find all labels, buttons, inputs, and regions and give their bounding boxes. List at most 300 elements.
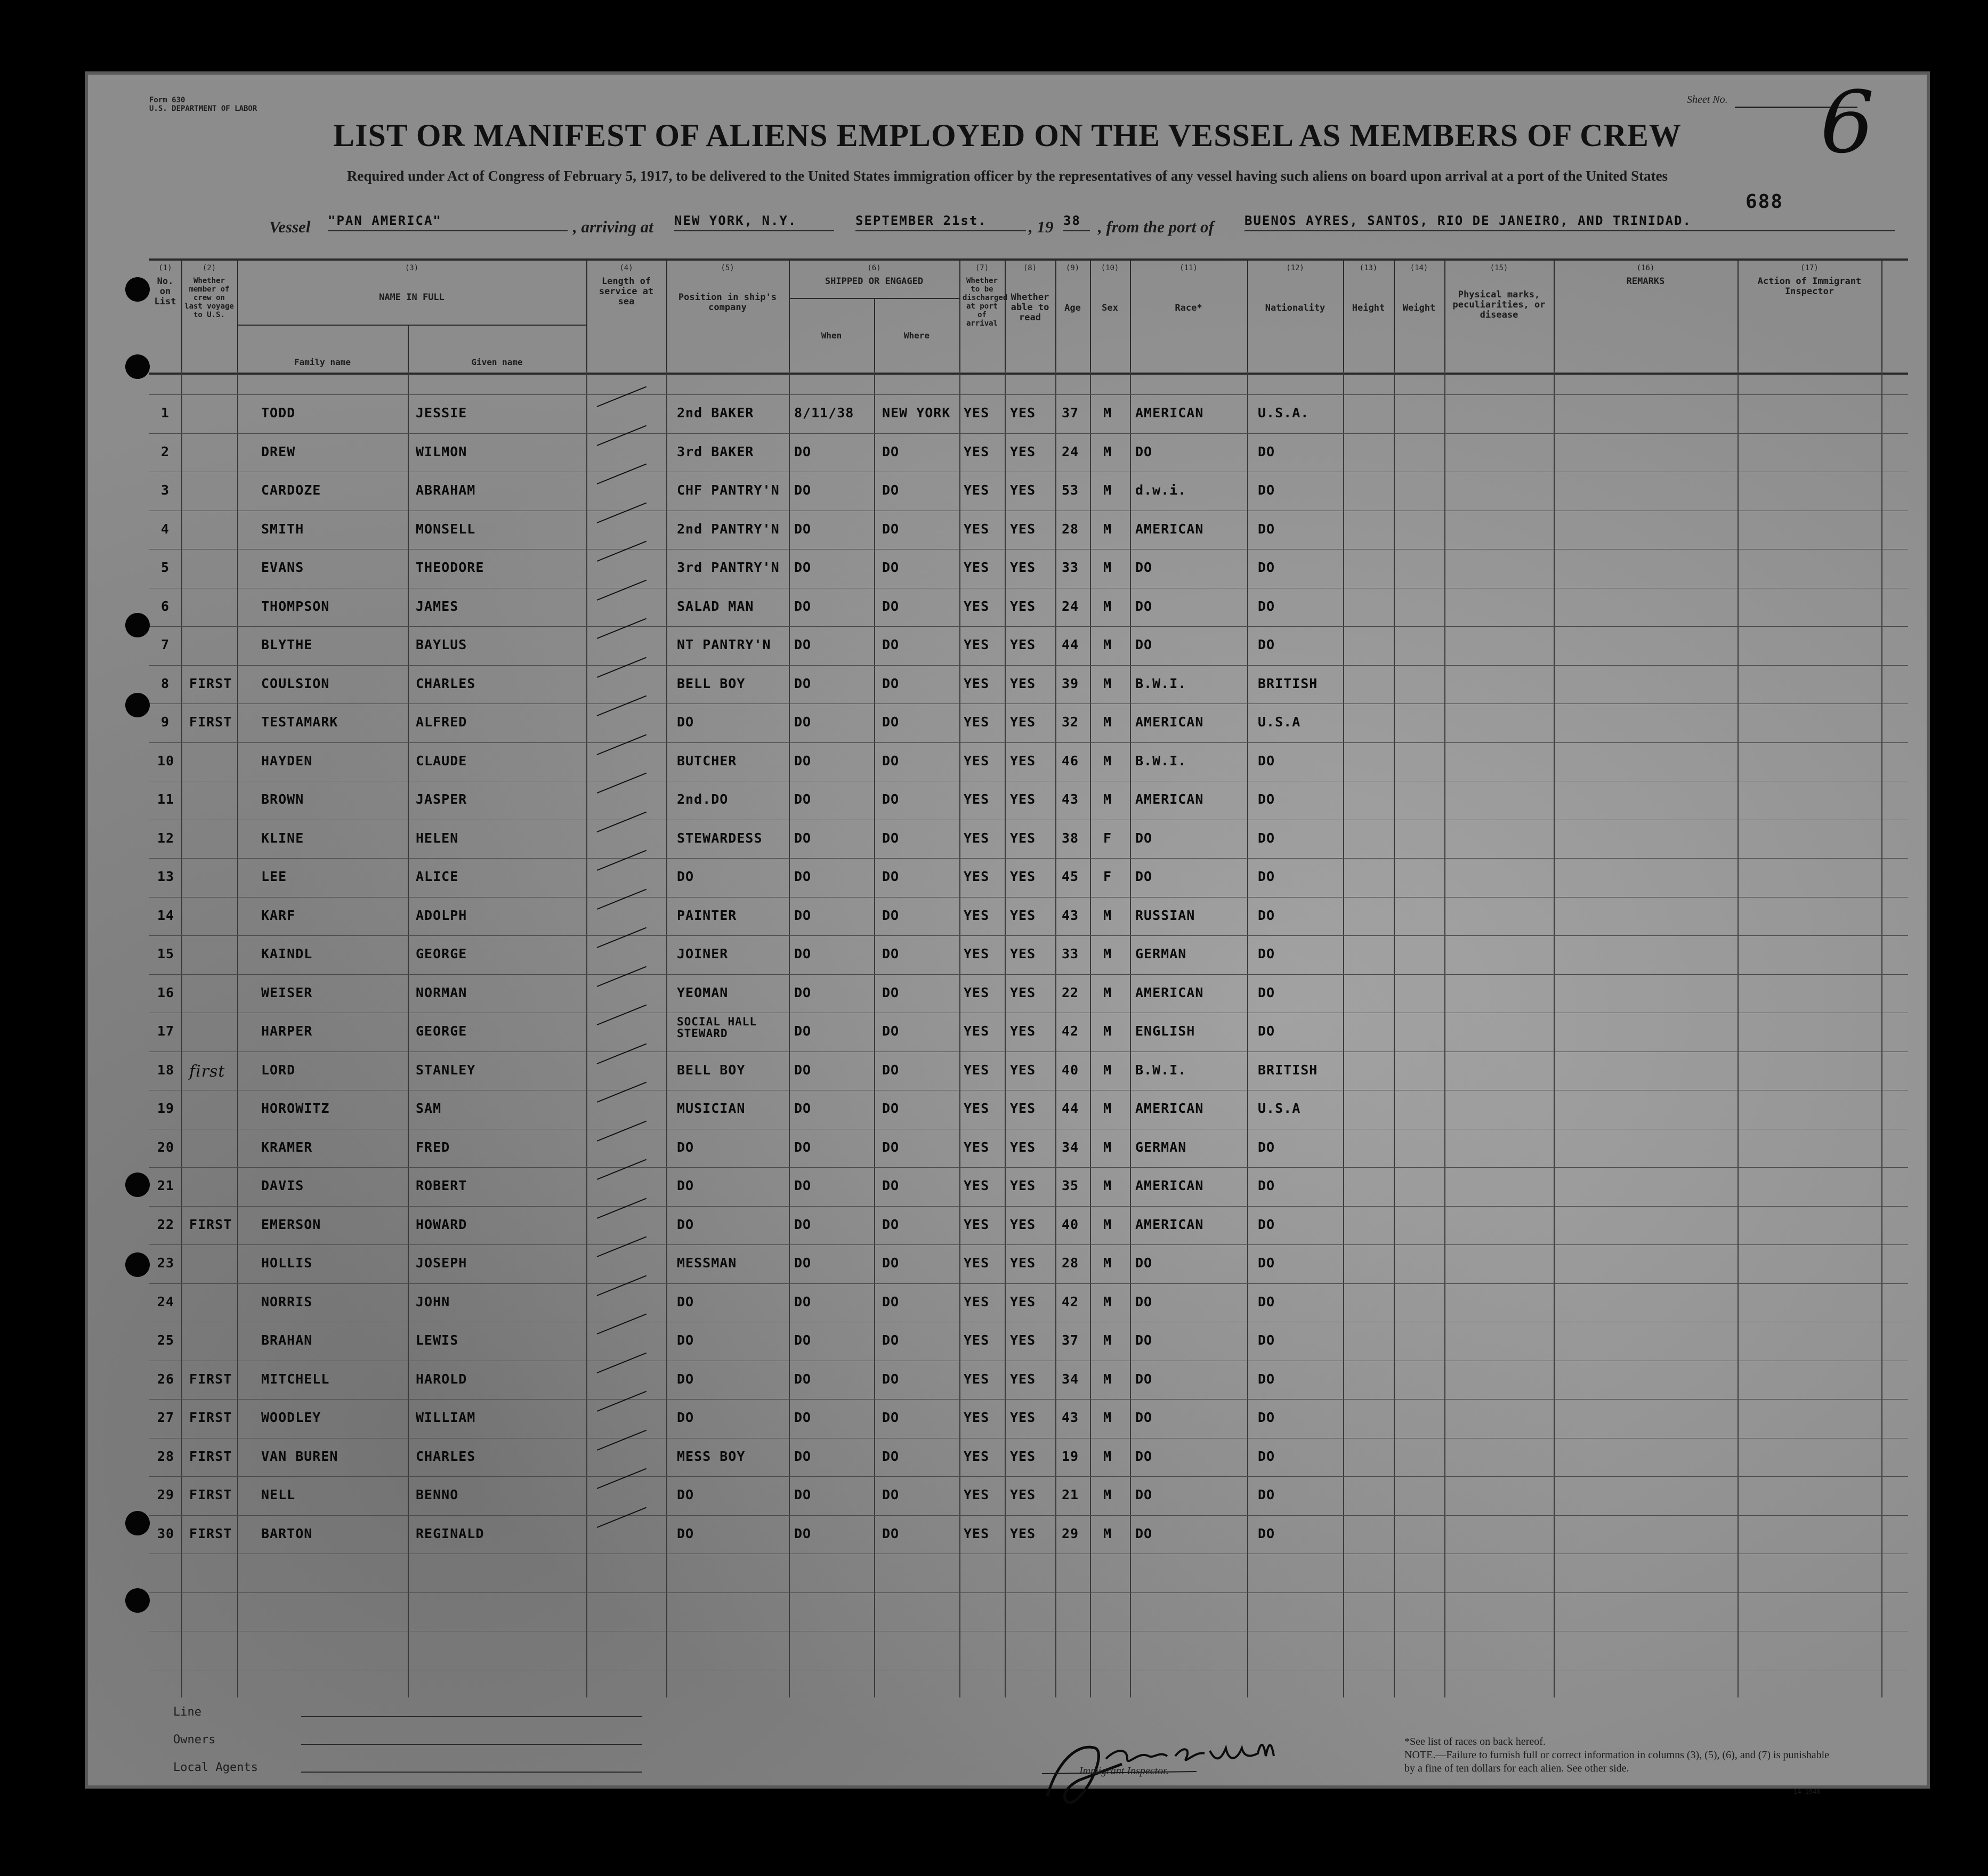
- table-row: [149, 1013, 1908, 1051]
- age: 43: [1062, 791, 1079, 807]
- race: DO: [1135, 1332, 1153, 1348]
- col-number: (4): [619, 264, 633, 272]
- shipped-when: DO: [794, 1410, 812, 1425]
- able-to-read: YES: [1010, 1293, 1036, 1309]
- race: AMERICAN: [1135, 791, 1204, 807]
- race: DO: [1135, 1255, 1153, 1271]
- col-name: [237, 261, 587, 373]
- table-row: [149, 1361, 1908, 1399]
- shipped-where: DO: [882, 443, 900, 459]
- col-number: (7): [975, 264, 989, 272]
- position: CHF PANTRY'N: [677, 482, 780, 498]
- col-sex: [1090, 261, 1131, 373]
- col-remarks: [1554, 261, 1739, 373]
- table-row: [149, 1129, 1908, 1167]
- nationality: DO: [1258, 1216, 1275, 1232]
- given-name: STANLEY: [416, 1062, 476, 1078]
- page-subtitle: Required under Act of Congress of February 5, 1917, to be delivered to the United States immigration officer by the representatives of any vessel having such aliens on board upon arrival at a port of the United States: [346, 168, 1668, 184]
- row-number: 30: [157, 1525, 175, 1541]
- discharged: YES: [964, 675, 990, 691]
- discharged: YES: [964, 1332, 990, 1348]
- age: 40: [1062, 1216, 1079, 1232]
- col-position: [666, 261, 790, 373]
- race: DO: [1135, 637, 1153, 652]
- age: 43: [1062, 1410, 1079, 1425]
- discharged: YES: [964, 1525, 990, 1541]
- shipped-where: DO: [882, 791, 900, 807]
- stamp-number: 688: [1745, 191, 1784, 213]
- shipped-when: DO: [794, 907, 812, 923]
- discharged: YES: [964, 946, 990, 961]
- shipped-when: DO: [794, 1293, 812, 1309]
- position: DO: [677, 869, 694, 884]
- able-to-read: YES: [1010, 560, 1036, 575]
- race: d.w.i.: [1135, 482, 1187, 498]
- page-title: LIST OR MANIFEST OF ALIENS EMPLOYED ON THE VESSEL AS MEMBERS OF CREW: [333, 118, 1682, 153]
- position: BELL BOY: [677, 675, 746, 691]
- sex: M: [1103, 1023, 1112, 1039]
- footer-note: [1404, 1735, 1831, 1775]
- col-label: No. on List: [154, 276, 176, 307]
- col-label: Physical marks, peculiarities, or disease: [1452, 289, 1546, 320]
- able-to-read: YES: [1010, 830, 1036, 846]
- row-number: 12: [157, 830, 175, 846]
- punch-hole: [125, 354, 150, 379]
- shipped-when: DO: [794, 1255, 812, 1271]
- shipped-when: DO: [794, 1371, 812, 1387]
- previous-voyage: FIRST: [189, 675, 232, 691]
- nationality: DO: [1258, 1293, 1275, 1309]
- col-label: Nationality: [1265, 303, 1326, 313]
- line-rule: [301, 1716, 642, 1717]
- age: 32: [1062, 714, 1079, 730]
- col-number: (10): [1101, 264, 1119, 272]
- age: 39: [1062, 675, 1079, 691]
- nationality: DO: [1258, 907, 1275, 923]
- given-name: FRED: [416, 1139, 450, 1155]
- sex: M: [1103, 1293, 1112, 1309]
- discharged: YES: [964, 637, 990, 652]
- race: DO: [1135, 598, 1153, 614]
- shipped-when: DO: [794, 675, 812, 691]
- shipped-where: DO: [882, 714, 900, 730]
- col-height: [1343, 261, 1395, 373]
- row-number: 22: [157, 1216, 175, 1232]
- given-name: GEORGE: [416, 946, 467, 961]
- sex: M: [1103, 1487, 1112, 1502]
- col-no: [149, 261, 182, 373]
- age: 44: [1062, 637, 1079, 652]
- table-row: [149, 1090, 1908, 1128]
- previous-voyage: FIRST: [189, 1371, 232, 1387]
- year-label: , 19: [1029, 217, 1054, 236]
- age: 28: [1062, 521, 1079, 537]
- shipped-where: DO: [882, 1293, 900, 1309]
- table-row: [149, 588, 1908, 626]
- able-to-read: YES: [1010, 869, 1036, 884]
- table-row: [149, 1052, 1908, 1090]
- sex: M: [1103, 1371, 1112, 1387]
- family-name: WOODLEY: [261, 1410, 321, 1425]
- nationality: DO: [1258, 1371, 1275, 1387]
- age: 21: [1062, 1487, 1079, 1502]
- given-name: JASPER: [416, 791, 467, 807]
- given-name: HAROLD: [416, 1371, 467, 1387]
- family-name: KARF: [261, 907, 296, 923]
- row-number: 14: [157, 907, 175, 923]
- col-label: Length of service at sea: [599, 276, 654, 307]
- row-number: 20: [157, 1139, 175, 1155]
- row-number: 19: [157, 1101, 175, 1116]
- row-number: 7: [160, 637, 170, 652]
- discharged: YES: [964, 1448, 990, 1464]
- race: AMERICAN: [1135, 714, 1204, 730]
- vessel-label: Vessel: [269, 217, 311, 236]
- given-name: WILMON: [416, 443, 467, 459]
- owners-label: Owners: [173, 1733, 216, 1746]
- col-nationality: [1247, 261, 1344, 373]
- row-number: 10: [157, 753, 175, 769]
- col-label: NAME IN FULL: [379, 292, 445, 303]
- given-name: ABRAHAM: [416, 482, 476, 498]
- row-number: 11: [157, 791, 175, 807]
- age: 42: [1062, 1293, 1079, 1309]
- col-number: (13): [1359, 264, 1378, 272]
- name-subdivider: [237, 325, 586, 326]
- position: NT PANTRY'N: [677, 637, 771, 652]
- shipped-where: DO: [882, 1448, 900, 1464]
- sex: M: [1103, 521, 1112, 537]
- shipped-where: DO: [882, 869, 900, 884]
- family-name: HOLLIS: [261, 1255, 313, 1271]
- race: AMERICAN: [1135, 1101, 1204, 1116]
- position: 2nd.DO: [677, 791, 729, 807]
- local-agents-rule: [301, 1772, 642, 1773]
- nationality: DO: [1258, 1255, 1275, 1271]
- row-number: 16: [157, 984, 175, 1000]
- shipped-where: DO: [882, 675, 900, 691]
- nationality: DO: [1258, 1023, 1275, 1039]
- able-to-read: YES: [1010, 405, 1036, 421]
- nationality: DO: [1258, 521, 1275, 537]
- family-name: KLINE: [261, 830, 304, 846]
- able-to-read: YES: [1010, 984, 1036, 1000]
- shipped-where: DO: [882, 521, 900, 537]
- given-name: CHARLES: [416, 675, 476, 691]
- col-label: Whether member of crew on last voyage to U.S.: [184, 277, 234, 319]
- shipped-where: DO: [882, 1410, 900, 1425]
- col-number: (11): [1179, 264, 1198, 272]
- nationality: U.S.A: [1258, 714, 1301, 730]
- discharged: YES: [964, 1293, 990, 1309]
- race: AMERICAN: [1135, 1178, 1204, 1193]
- sex: M: [1103, 482, 1112, 498]
- race: AMERICAN: [1135, 1216, 1204, 1232]
- arrival-port: NEW YORK, N.Y.: [674, 213, 834, 231]
- family-name: HAYDEN: [261, 753, 313, 769]
- age: 44: [1062, 1101, 1079, 1116]
- form-code-department: U.S. DEPARTMENT OF LABOR: [149, 104, 257, 113]
- row-number: 29: [157, 1487, 175, 1502]
- race: B.W.I.: [1135, 1062, 1187, 1078]
- sex: M: [1103, 1410, 1112, 1425]
- punch-hole: [125, 693, 150, 717]
- table-row: [149, 1399, 1908, 1437]
- discharged: YES: [964, 1371, 990, 1387]
- col-weight: [1394, 261, 1445, 373]
- race: GERMAN: [1135, 946, 1187, 961]
- nationality: DO: [1258, 1410, 1275, 1425]
- row-number: 2: [160, 443, 170, 459]
- col-number: (8): [1023, 264, 1037, 272]
- age: 33: [1062, 560, 1079, 575]
- race: AMERICAN: [1135, 984, 1204, 1000]
- age: 38: [1062, 830, 1079, 846]
- position: BUTCHER: [677, 753, 737, 769]
- able-to-read: YES: [1010, 637, 1036, 652]
- family-name: BROWN: [261, 791, 304, 807]
- discharged: YES: [964, 791, 990, 807]
- table-row: [149, 820, 1908, 858]
- sex: M: [1103, 598, 1112, 614]
- row-number: 6: [160, 598, 170, 614]
- shipped-when: DO: [794, 1178, 812, 1193]
- given-name: SAM: [416, 1101, 442, 1116]
- col-sub-where: Where: [903, 330, 930, 341]
- race: AMERICAN: [1135, 405, 1204, 421]
- race: DO: [1135, 560, 1153, 575]
- position: 3rd BAKER: [677, 443, 754, 459]
- discharged: YES: [964, 714, 990, 730]
- position: DO: [677, 1332, 694, 1348]
- able-to-read: YES: [1010, 1410, 1036, 1425]
- position: JOINER: [677, 946, 729, 961]
- table-row: [149, 626, 1908, 665]
- col-previous-voyage: [181, 261, 238, 373]
- col-age: [1055, 261, 1091, 373]
- sex: F: [1103, 830, 1112, 846]
- shipped-when: DO: [794, 1023, 812, 1039]
- shipped-when: DO: [794, 1216, 812, 1232]
- age: 28: [1062, 1255, 1079, 1271]
- race: GERMAN: [1135, 1139, 1187, 1155]
- sex: M: [1103, 560, 1112, 575]
- family-name: TODD: [261, 405, 296, 421]
- able-to-read: YES: [1010, 714, 1036, 730]
- family-name: LORD: [261, 1062, 296, 1078]
- table-row: [149, 742, 1908, 781]
- row-number: 18: [157, 1062, 175, 1078]
- arrival-date: SEPTEMBER 21st.: [855, 213, 1026, 231]
- shipped-where: DO: [882, 1023, 900, 1039]
- discharged: YES: [964, 1487, 990, 1502]
- family-name: THOMPSON: [261, 598, 330, 614]
- family-name: DREW: [261, 443, 296, 459]
- shipped-when: DO: [794, 1448, 812, 1464]
- shipped-when: DO: [794, 1139, 812, 1155]
- col-number: (2): [202, 264, 216, 272]
- race: AMERICAN: [1135, 521, 1204, 537]
- race: DO: [1135, 1448, 1153, 1464]
- local-agents-label: Local Agents: [173, 1761, 258, 1774]
- punch-hole: [125, 1172, 150, 1197]
- nationality: DO: [1258, 443, 1275, 459]
- nationality: DO: [1258, 637, 1275, 652]
- given-name: ROBERT: [416, 1178, 467, 1193]
- col-label: Whether to be discharged at port of arrival: [963, 277, 1008, 328]
- previous-voyage: FIRST: [189, 714, 232, 730]
- table-row: [149, 1476, 1908, 1515]
- able-to-read: YES: [1010, 1448, 1036, 1464]
- table-row: [149, 935, 1908, 974]
- vessel-line: [269, 213, 1921, 244]
- col-number: (17): [1800, 264, 1819, 272]
- arrival-year: 38: [1063, 213, 1090, 231]
- nationality: DO: [1258, 984, 1275, 1000]
- able-to-read: YES: [1010, 791, 1036, 807]
- sex: M: [1103, 1062, 1112, 1078]
- table-row: [149, 665, 1908, 704]
- row-number: 21: [157, 1178, 175, 1193]
- row-number: 15: [157, 946, 175, 961]
- given-name: ADOLPH: [416, 907, 467, 923]
- age: 29: [1062, 1525, 1079, 1541]
- row-number: 13: [157, 869, 175, 884]
- given-name: NORMAN: [416, 984, 467, 1000]
- nationality: DO: [1258, 791, 1275, 807]
- family-name: NELL: [261, 1487, 296, 1502]
- discharged: YES: [964, 521, 990, 537]
- shipped-when: DO: [794, 1332, 812, 1348]
- shipped-where: DO: [882, 598, 900, 614]
- age: 45: [1062, 869, 1079, 884]
- col-number: (12): [1286, 264, 1304, 272]
- line-label: Line: [173, 1705, 201, 1719]
- shipped-when: DO: [794, 1525, 812, 1541]
- nationality: DO: [1258, 1178, 1275, 1193]
- table-row: [149, 549, 1908, 587]
- form-number: 14—1940: [1793, 1788, 1821, 1796]
- previous-voyage: FIRST: [189, 1525, 232, 1541]
- vessel-name: "PAN AMERICA": [328, 213, 568, 231]
- shipped-when: DO: [794, 443, 812, 459]
- shipped-where: DO: [882, 1332, 900, 1348]
- discharged: YES: [964, 869, 990, 884]
- race: DO: [1135, 830, 1153, 846]
- punch-hole: [125, 1252, 150, 1277]
- family-name: BARTON: [261, 1525, 313, 1541]
- family-name: HOROWITZ: [261, 1101, 330, 1116]
- able-to-read: YES: [1010, 1216, 1036, 1232]
- able-to-read: YES: [1010, 1255, 1036, 1271]
- age: 22: [1062, 984, 1079, 1000]
- position: SALAD MAN: [677, 598, 754, 614]
- sex: M: [1103, 984, 1112, 1000]
- manifest-sheet: [88, 72, 1927, 1796]
- table-row: [149, 511, 1908, 549]
- shipped-where: DO: [882, 1062, 900, 1078]
- race: DO: [1135, 1371, 1153, 1387]
- punch-hole: [125, 277, 150, 302]
- race: DO: [1135, 1410, 1153, 1425]
- discharged: YES: [964, 405, 990, 421]
- form-code-line: Form 630: [149, 96, 185, 104]
- sex: M: [1103, 1525, 1112, 1541]
- discharged: YES: [964, 1178, 990, 1193]
- discharged: YES: [964, 1216, 990, 1232]
- table-row: [149, 781, 1908, 819]
- col-number: (15): [1490, 264, 1508, 272]
- row-number: 5: [160, 560, 170, 575]
- given-name: REGINALD: [416, 1525, 484, 1541]
- col-label: REMARKS: [1626, 276, 1665, 287]
- shipped-when: DO: [794, 1487, 812, 1502]
- shipped-when: DO: [794, 869, 812, 884]
- age: 24: [1062, 598, 1079, 614]
- race: B.W.I.: [1135, 675, 1187, 691]
- sex: M: [1103, 1216, 1112, 1232]
- table-header: [149, 258, 1908, 375]
- sex: M: [1103, 946, 1112, 961]
- given-name: JOHN: [416, 1293, 450, 1309]
- nationality: DO: [1258, 869, 1275, 884]
- position: 2nd PANTRY'N: [677, 521, 780, 537]
- nationality: DO: [1258, 482, 1275, 498]
- sex: M: [1103, 753, 1112, 769]
- age: 40: [1062, 1062, 1079, 1078]
- given-name: CLAUDE: [416, 753, 467, 769]
- col-label: SHIPPED OR ENGAGED: [825, 276, 924, 287]
- col-physical-marks: [1444, 261, 1555, 373]
- shipped-when: DO: [794, 1101, 812, 1116]
- table-row: [149, 394, 1908, 433]
- position: MESS BOY: [677, 1448, 746, 1464]
- sex: M: [1103, 1332, 1112, 1348]
- position: DO: [677, 1525, 694, 1541]
- position: YEOMAN: [677, 984, 729, 1000]
- col-label: Height: [1352, 303, 1385, 313]
- shipped-where: DO: [882, 1255, 900, 1271]
- age: 34: [1062, 1139, 1079, 1155]
- nationality: DO: [1258, 560, 1275, 575]
- able-to-read: YES: [1010, 443, 1036, 459]
- given-name: ALFRED: [416, 714, 467, 730]
- table-row: [149, 858, 1908, 896]
- shipped-when: 8/11/38: [794, 405, 854, 421]
- shipped-where: DO: [882, 1371, 900, 1387]
- race: RUSSIAN: [1135, 907, 1195, 923]
- inspector-signature: [1026, 1727, 1346, 1807]
- col-sub-given-name: Given name: [471, 357, 523, 367]
- col-label: Whether able to read: [1011, 292, 1049, 323]
- family-name: TESTAMARK: [261, 714, 338, 730]
- table-row: [149, 1438, 1908, 1476]
- sex: M: [1103, 443, 1112, 459]
- age: 37: [1062, 405, 1079, 421]
- able-to-read: YES: [1010, 946, 1036, 961]
- given-name: GEORGE: [416, 1023, 467, 1039]
- discharged: YES: [964, 1410, 990, 1425]
- sex: M: [1103, 791, 1112, 807]
- col-length-service: [586, 261, 667, 373]
- able-to-read: YES: [1010, 521, 1036, 537]
- shipped-where: DO: [882, 637, 900, 652]
- age: 34: [1062, 1371, 1079, 1387]
- shipped-when: DO: [794, 560, 812, 575]
- col-sub-family-name: Family name: [294, 357, 351, 367]
- position: DO: [677, 1410, 694, 1425]
- age: 24: [1062, 443, 1079, 459]
